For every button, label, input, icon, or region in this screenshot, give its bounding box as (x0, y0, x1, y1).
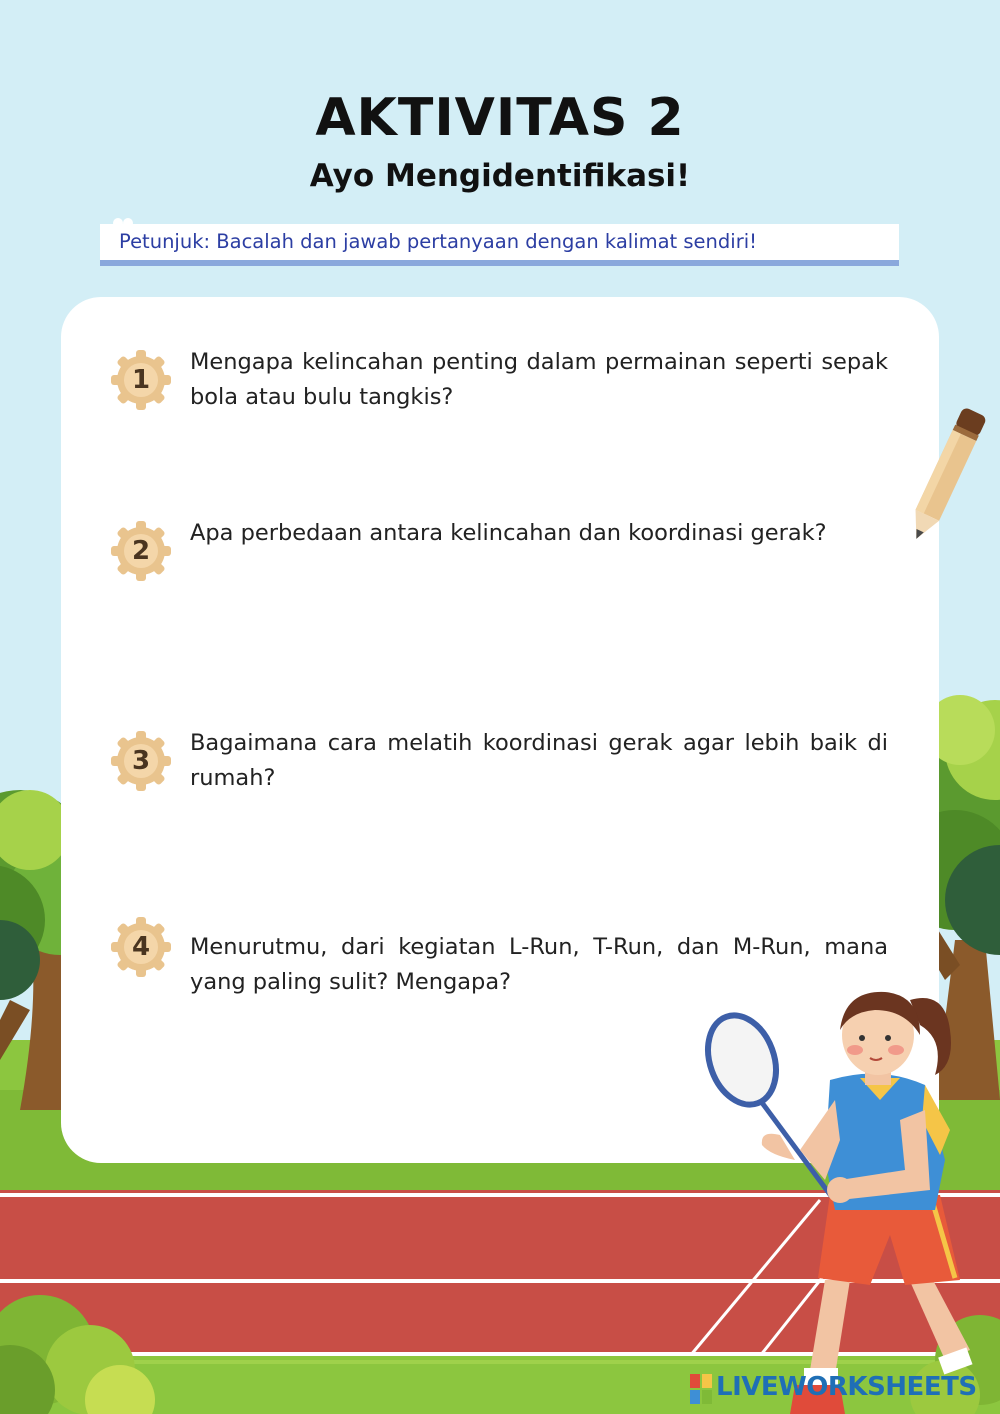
instruction-box (100, 224, 899, 266)
liveworksheets-logo (690, 1372, 990, 1408)
question-item (110, 726, 890, 816)
question-item (110, 930, 890, 1020)
instruction-text: Petunjuk: Bacalah dan jawab pertanyaan dengan kalimat sendiri! (119, 230, 757, 253)
question-text: Bagaimana cara melatih koordinasi gerak agar lebih baik di rumah? (190, 730, 888, 791)
gear-badge-icon (110, 916, 172, 978)
racket (700, 1006, 840, 1208)
question-item (110, 516, 890, 606)
page-subtitle: Ayo Mengidentifikasi! (309, 158, 691, 194)
question-text: Menurutmu, dari kegiatan L-Run, T-Run, dan M-Run, mana yang paling sulit? Mengapa? (190, 934, 888, 995)
gear-badge-icon (110, 520, 172, 582)
gear-badge-icon (110, 730, 172, 792)
gear-badge-icon (110, 349, 172, 411)
question-text: Mengapa kelincahan penting dalam permainan seperti sepak bola atau bulu tangkis? (190, 349, 888, 410)
question-item (110, 345, 890, 435)
question-number: 2 (131, 536, 151, 566)
liveworksheets-logo-icon (690, 1374, 712, 1404)
pencil-icon (895, 395, 995, 555)
page-title: AKTIVITAS 2 (315, 88, 685, 148)
question-number: 4 (131, 932, 151, 962)
question-number: 3 (131, 746, 151, 776)
question-text: Apa perbedaan antara kelincahan dan koordinasi gerak? (190, 520, 827, 546)
badminton-player-illustration (700, 980, 1000, 1414)
logo-text: LIVEWORKSHEETS (716, 1372, 977, 1402)
question-number: 1 (131, 365, 151, 395)
